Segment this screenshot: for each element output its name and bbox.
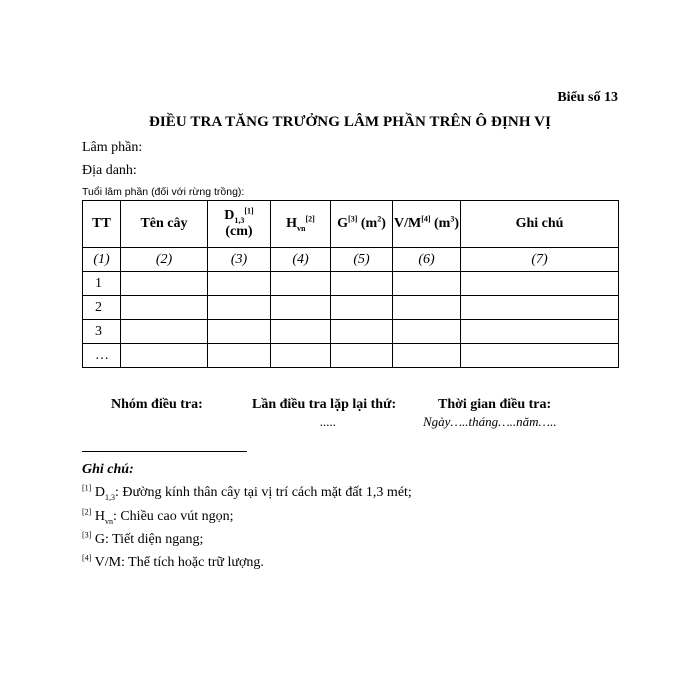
note-symbol: G <box>94 532 105 547</box>
footnote-divider <box>82 451 247 452</box>
table-header-row <box>83 201 619 248</box>
column-number: (3) <box>208 248 271 272</box>
column-number: (6) <box>393 248 461 272</box>
dia-danh-label: Địa danh: <box>82 163 137 178</box>
table-cell[interactable] <box>121 296 208 320</box>
tuoi-lam-phan-label: Tuổi lâm phần (đối với rừng trồng): <box>82 186 245 198</box>
thoi-gian-value: Ngày…..tháng…..năm….. <box>423 414 557 429</box>
table-cell[interactable] <box>393 296 461 320</box>
note-marker: [4] <box>82 553 92 563</box>
header-vm-sup: [4] <box>421 214 431 224</box>
note-symbol: D <box>94 485 105 500</box>
table-cell[interactable] <box>393 320 461 344</box>
table-cell[interactable] <box>271 272 331 296</box>
header-hvn-sub: vn <box>297 223 306 233</box>
table-cell[interactable] <box>208 296 271 320</box>
header-d13-unit: (cm) <box>225 224 253 239</box>
header-vm-unit-sup: 3 <box>450 214 455 224</box>
note-item <box>82 555 264 571</box>
note-subscript: 1,3 <box>104 492 115 502</box>
header-g-main: G <box>337 216 349 231</box>
note-item <box>82 485 412 501</box>
table-row <box>83 272 619 296</box>
table-cell[interactable] <box>461 272 619 296</box>
column-number: (7) <box>461 248 619 272</box>
note-symbol: H <box>94 509 105 524</box>
note-symbol: V/M <box>94 555 122 570</box>
table-cell[interactable] <box>121 272 208 296</box>
header-g-unit-pre: (m <box>357 216 378 231</box>
table-cell[interactable] <box>271 344 331 368</box>
note-subscript: vn <box>104 516 113 526</box>
row-index: 2 <box>83 296 121 320</box>
column-number-row <box>83 248 619 272</box>
table-cell[interactable] <box>331 344 393 368</box>
table-cell[interactable] <box>208 344 271 368</box>
header-d13-sup: [1] <box>244 206 254 216</box>
table-cell[interactable] <box>331 272 393 296</box>
table-cell[interactable] <box>331 320 393 344</box>
note-text: : Thể tích hoặc trữ lượng. <box>121 555 264 570</box>
table-cell[interactable] <box>461 344 619 368</box>
header-vm-main: V/M <box>393 216 422 231</box>
table-cell[interactable] <box>271 320 331 344</box>
header-d13-sub: 1,3 <box>234 215 245 225</box>
thoi-gian-label: Thời gian điều tra: <box>438 397 552 412</box>
header-g-sup: [3] <box>348 214 358 224</box>
header-hvn-main: H <box>286 216 298 231</box>
note-item <box>82 509 234 525</box>
column-number: (2) <box>121 248 208 272</box>
column-number: (5) <box>331 248 393 272</box>
note-marker: [3] <box>82 530 92 540</box>
table-cell[interactable] <box>121 344 208 368</box>
header-d13-main: D <box>224 208 235 223</box>
page-title: ĐIỀU TRA TĂNG TRƯỞNG LÂM PHẦN TRÊN Ô ĐỊNH VỊ <box>148 114 552 130</box>
header-tt: TT <box>83 201 121 248</box>
notes-heading: Ghi chú: <box>82 462 134 477</box>
row-index: 3 <box>83 320 121 344</box>
note-text: : Tiết diện ngang; <box>104 532 204 547</box>
note-marker: [1] <box>82 483 92 493</box>
row-index: … <box>83 344 121 368</box>
note-text: : Chiều cao vút ngọn; <box>112 509 234 524</box>
header-vm-unit-pre: (m <box>430 216 451 231</box>
header-d13 <box>208 201 271 248</box>
survey-table <box>82 200 619 368</box>
header-ghi-chu: Ghi chú <box>461 201 619 248</box>
header-g-unit-post: ) <box>381 216 386 231</box>
column-number: (4) <box>271 248 331 272</box>
form-number: Biểu số 13 <box>557 90 618 105</box>
note-text: : Đường kính thân cây tại vị trí cách mặt đất 1,3 mét; <box>114 485 412 500</box>
table-row <box>83 296 619 320</box>
row-index: 1 <box>83 272 121 296</box>
table-cell[interactable] <box>461 320 619 344</box>
table-cell[interactable] <box>208 320 271 344</box>
lam-phan-label: Lâm phần: <box>82 140 143 155</box>
lan-dieu-tra-label: Lần điều tra lặp lại thứ: <box>252 397 397 412</box>
header-vm-unit-post: ) <box>454 216 460 231</box>
header-g-unit-sup: 2 <box>377 214 382 224</box>
nhom-dieu-tra-label: Nhóm điều tra: <box>111 397 203 412</box>
table-cell[interactable] <box>331 296 393 320</box>
table-cell[interactable] <box>208 272 271 296</box>
column-number: (1) <box>83 248 121 272</box>
table-cell[interactable] <box>393 344 461 368</box>
table-cell[interactable] <box>271 296 331 320</box>
header-ten-cay: Tên cây <box>121 201 208 248</box>
note-marker: [2] <box>82 507 92 517</box>
header-hvn-sup: [2] <box>305 214 315 224</box>
header-g <box>331 201 393 248</box>
lan-dieu-tra-value: ..... <box>320 414 337 429</box>
header-hvn <box>271 201 331 248</box>
note-item <box>82 532 203 548</box>
header-vm <box>393 201 461 248</box>
table-cell[interactable] <box>393 272 461 296</box>
table-cell[interactable] <box>121 320 208 344</box>
table-row <box>83 344 619 368</box>
table-row <box>83 320 619 344</box>
table-cell[interactable] <box>461 296 619 320</box>
